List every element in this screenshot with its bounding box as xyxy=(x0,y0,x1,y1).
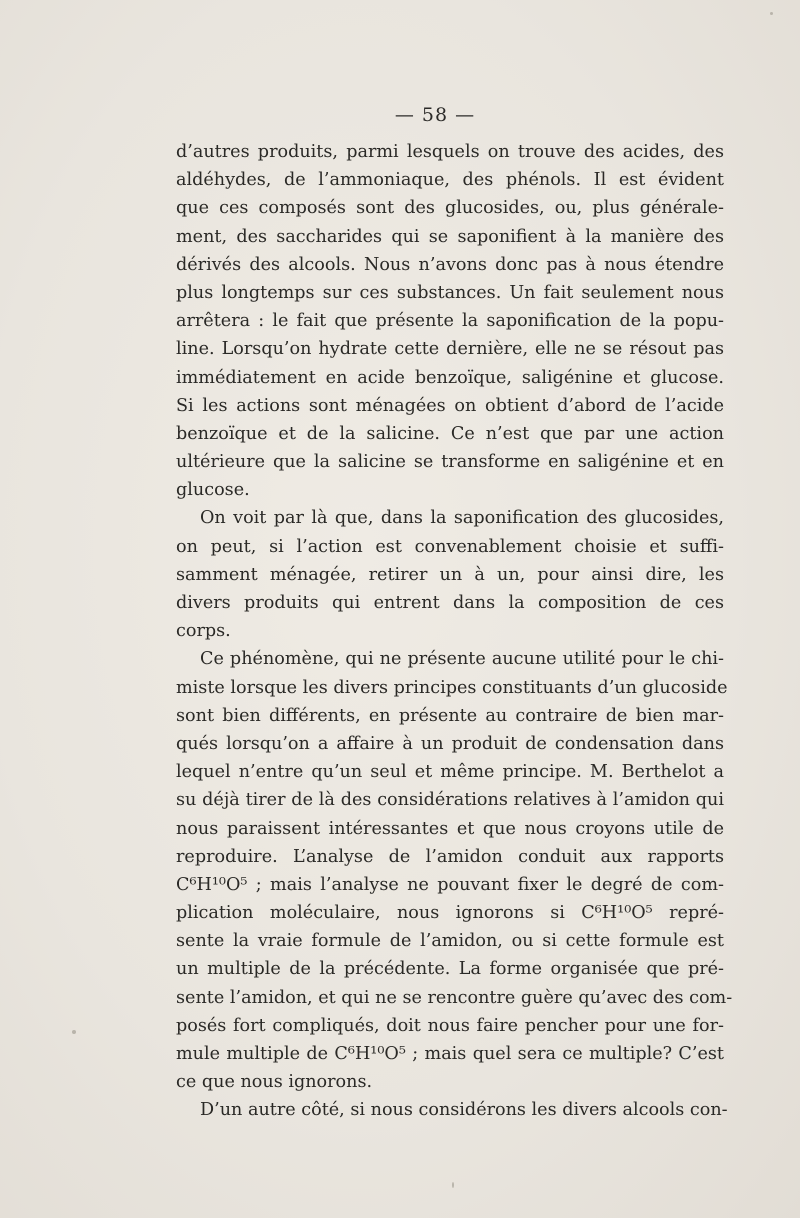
text-line: on peut, si l’action est convenablement choisie et suffi- xyxy=(176,536,724,557)
text-line: ultérieure que la salicine se transforme en saligénine et en xyxy=(176,452,724,473)
paper-speck xyxy=(770,12,773,15)
text-line: aldéhydes, de l’ammoniaque, des phénols. Il est évident xyxy=(176,170,724,191)
text-line: arrêtera : le fait que présente la saponification de la popu- xyxy=(176,311,724,332)
text-line: posés fort compliqués, doit nous faire pencher pour une for- xyxy=(176,1015,724,1036)
text-line: plus longtemps sur ces substances. Un fait seulement nous xyxy=(176,282,724,303)
paper-speck xyxy=(72,1030,76,1034)
text-line: miste lorsque les divers principes constituants d’un glucoside xyxy=(176,677,728,698)
text-line: immédiatement en acide benzoïque, saligénine et glucose. xyxy=(176,367,724,388)
text-line: qués lorsqu’on a affaire à un produit de condensation dans xyxy=(176,733,724,754)
text-line: sente la vraie formule de l’amidon, ou si cette formule est xyxy=(176,931,724,952)
text-line: line. Lorsqu’on hydrate cette dernière, elle ne se résout pas xyxy=(176,339,724,360)
text-line: sente l’amidon, et qui ne se rencontre guère qu’avec des com- xyxy=(176,987,733,1008)
text-line: Si les actions sont ménagées on obtient d’abord de l’acide xyxy=(176,395,724,416)
text-line: mule multiple de C⁶H¹⁰O⁵ ; mais quel sera ce multiple? C’est xyxy=(176,1044,724,1064)
text-line: un multiple de la précédente. La forme organisée que pré- xyxy=(176,959,724,980)
text-line: nous paraissent intéressantes et que nous croyons utile de xyxy=(176,818,724,839)
text-line: sont bien différents, en présente au contraire de bien mar- xyxy=(176,705,724,726)
text-line: C⁶H¹⁰O⁵ ; mais l’analyse ne pouvant fixer le degré de com- xyxy=(176,874,724,895)
text-line: samment ménagée, retirer un à un, pour ainsi dire, les xyxy=(176,564,724,585)
paper-speck xyxy=(452,1182,454,1188)
text-line: que ces composés sont des glucosides, ou, plus générale- xyxy=(176,198,724,219)
body-text xyxy=(176,138,733,1125)
text-line: plication moléculaire, nous ignorons si C⁶H¹⁰O⁵ repré- xyxy=(176,903,724,924)
text-line: d’autres produits, parmi lesquels on trouve des acides, des xyxy=(176,142,724,162)
text-line: ment, des saccharides qui se saponifient à la manière des xyxy=(176,226,724,247)
text-line: Ce phénomène, qui ne présente aucune utilité pour le chi- xyxy=(200,649,724,670)
text-line: glucose. xyxy=(176,480,250,501)
page-number: — 58 — xyxy=(394,104,476,126)
text-line: corps. xyxy=(176,621,231,642)
text-line: dérivés des alcools. Nous n’avons donc pas à nous étendre xyxy=(176,254,724,275)
text-line: divers produits qui entrent dans la composition de ces xyxy=(176,593,724,613)
text-line: su déjà tirer de là des considérations relatives à l’amidon qui xyxy=(176,790,724,811)
text-line: benzoïque et de la salicine. Ce n’est que par une action xyxy=(176,423,724,444)
text-line: On voit par là que, dans la saponification des glucosides, xyxy=(200,508,724,529)
text-line: ce que nous ignorons. xyxy=(176,1072,373,1093)
text-line: lequel n’entre qu’un seul et même principe. M. Berthelot a xyxy=(176,762,724,783)
text-line: reproduire. L’analyse de l’amidon conduit aux rapports xyxy=(176,846,724,867)
text-line: D’un autre côté, si nous considérons les divers alcools con- xyxy=(200,1100,728,1121)
